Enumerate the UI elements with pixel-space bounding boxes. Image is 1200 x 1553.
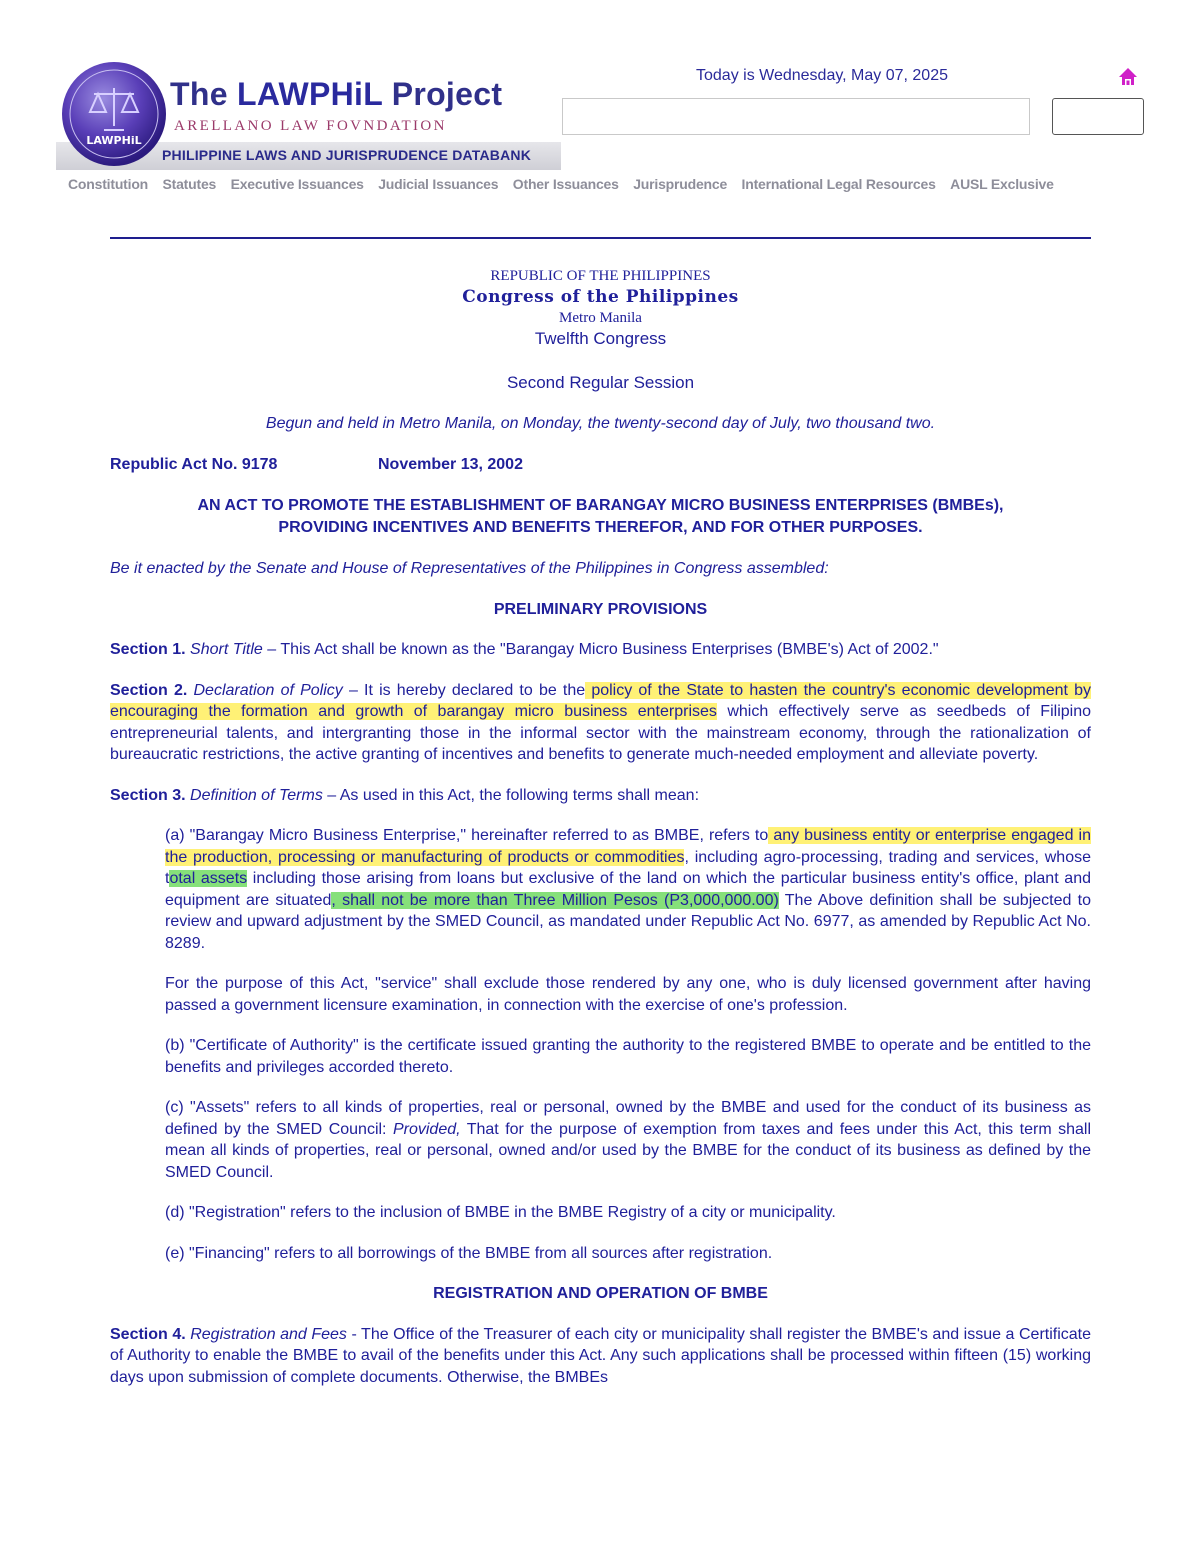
heading-registration-operation: REGISTRATION AND OPERATION OF BMBE bbox=[433, 1285, 768, 1302]
act-number: Republic Act No. 9178 bbox=[110, 455, 278, 473]
nav-jurisprudence[interactable]: Jurisprudence bbox=[633, 176, 728, 192]
act-title-line: AN ACT TO PROMOTE THE ESTABLISHMENT OF BARANGAY MICRO BUSINESS ENTERPRISES (BMBEs), bbox=[197, 497, 1004, 514]
section-text: – As used in this Act, the following terms shall mean: bbox=[322, 786, 700, 804]
enacting-clause: Be it enacted by the Senate and House of Representatives of the Philippines in Congress assembled: bbox=[110, 560, 829, 577]
logo-subtitle: ARELLANO LAW FOVNDATION bbox=[174, 118, 447, 134]
section-title: Declaration of Policy bbox=[193, 681, 343, 699]
definition-a bbox=[165, 825, 1091, 954]
section-text: - The Office of the Treasurer of each city or municipality shall register the BMBE's and issue a Certificate of Authority to enable the BMBE to avail of the benefits under this Act. Any such applications shall be processed within fifteen (15) working days upon submission of complete documents. Otherwise, the BMBEs bbox=[110, 1325, 1092, 1386]
congress-heading: Congress of the Philippines bbox=[462, 287, 739, 307]
lawphil-seal-icon bbox=[60, 60, 168, 168]
section-4 bbox=[110, 1324, 1091, 1389]
header-divider bbox=[110, 237, 1091, 239]
section-text: – This Act shall be known as the "Barangay Micro Business Enterprises (BMBE's) Act of 2002." bbox=[262, 641, 939, 658]
main-nav bbox=[68, 176, 1064, 194]
metro-manila-heading: Metro Manila bbox=[559, 310, 642, 326]
highlight-yellow: policy of the State to hasten the country's economic development by encouraging the formation and growth of barangay micro business enterprises bbox=[110, 681, 1092, 720]
nav-constitution[interactable]: Constitution bbox=[68, 176, 149, 192]
search-input[interactable] bbox=[562, 98, 1030, 135]
session-line: Second Regular Session bbox=[506, 372, 695, 392]
section-1 bbox=[110, 639, 1091, 661]
section-label: Section 1. bbox=[110, 641, 186, 658]
nav-judicial-issuances[interactable]: Judicial Issuances bbox=[378, 176, 499, 192]
definition-c bbox=[165, 1097, 1091, 1183]
begun-line: Begun and held in Metro Manila, on Monday, the twenty-second day of July, two thousand two. bbox=[265, 415, 936, 432]
svg-text:LAWPHiL: LAWPHiL bbox=[86, 134, 142, 147]
definition-text: (c) "Assets" refers to all kinds of properties, real or personal, owned by the BMBE and used for the conduct of its business as defined by the SMED Council: bbox=[165, 1099, 1091, 1138]
nav-other-issuances[interactable]: Other Issuances bbox=[512, 176, 619, 192]
section-text: – It is hereby declared to be the bbox=[342, 681, 586, 699]
heading-preliminary-provisions: PRELIMINARY PROVISIONS bbox=[493, 600, 708, 618]
definition-d: (d) "Registration" refers to the inclusion of BMBE in the BMBE Registry of a city or municipality. bbox=[165, 1204, 836, 1221]
definition-text: (a) "Barangay Micro Business Enterprise," hereinafter referred to as BMBE, refers to bbox=[165, 827, 769, 844]
site-header bbox=[0, 0, 1200, 200]
definitions-list bbox=[165, 825, 1091, 1264]
nav-international-legal-resources[interactable]: International Legal Resources bbox=[741, 176, 936, 192]
act-header bbox=[110, 454, 1091, 476]
logo-tagline: PHILIPPINE LAWS AND JURISPRUDENCE DATABANK bbox=[162, 147, 532, 163]
definition-text: The Above definition shall be subjected to review and upward adjustment by the SMED Council, as mandated under Republic Act No. 6977, as amended by Republic Act No. 8289. bbox=[165, 891, 1091, 952]
nav-executive-issuances[interactable]: Executive Issuances bbox=[230, 176, 364, 192]
law-document bbox=[110, 260, 1091, 1388]
nav-statutes[interactable]: Statutes bbox=[162, 176, 217, 192]
definition-e: (e) "Financing" refers to all borrowings of the BMBE from all sources after registration. bbox=[165, 1244, 773, 1262]
home-icon[interactable] bbox=[1117, 66, 1139, 88]
lawphil-logo[interactable] bbox=[56, 58, 561, 170]
highlight-green: otal assets bbox=[169, 870, 248, 887]
section-title: Definition of Terms bbox=[190, 786, 323, 804]
section-label: Section 4. bbox=[110, 1325, 186, 1343]
republic-heading: REPUBLIC OF THE PHILIPPINES bbox=[490, 268, 711, 284]
section-3 bbox=[110, 785, 1091, 807]
section-title: Registration and Fees bbox=[190, 1325, 347, 1343]
act-title bbox=[110, 495, 1091, 538]
highlight-yellow: any business entity or enterprise engaged in the production, processing or manufacturing of products or commodities bbox=[165, 827, 1091, 866]
nav-ausl-exclusive[interactable]: AUSL Exclusive bbox=[950, 176, 1054, 192]
definition-text: , including agro-processing, trading and services, whose t bbox=[165, 848, 1092, 887]
definition-service: For the purpose of this Act, "service" shall exclude those rendered by any one, who is duly licensed government after having passed a government licensure examination, in connection with the exercise of one's profession. bbox=[165, 975, 1091, 1014]
definition-b: (b) "Certificate of Authority" is the certificate issued granting the authority to the registered BMBE to operate and be entitled to the benefits and privileges accorded thereto. bbox=[165, 1037, 1091, 1076]
section-label: Section 2. bbox=[110, 681, 188, 699]
provided-term: Provided, bbox=[392, 1120, 461, 1138]
congress-number: Twelfth Congress bbox=[534, 329, 667, 348]
section-text: which effectively serve as seedbeds of Filipino entrepreneurial talents, and intergranting those in the informal sector with the mainstream economy, through the rationalization of bureaucratic restrictions, the active granting of incentives and benefits to generate much-needed employment and alleviate poverty. bbox=[110, 703, 1091, 763]
logo-title: The LAWPHiL Project bbox=[170, 76, 503, 112]
current-date: Today is Wednesday, May 07, 2025 bbox=[696, 67, 948, 84]
highlight-green: , shall not be more than Three Million Pesos (P3,000,000.00) bbox=[331, 891, 779, 909]
search-button[interactable] bbox=[1052, 98, 1144, 135]
definition-text: including those arising from loans but exclusive of the land on which the particular business entity's office, plant and equipment are situated bbox=[165, 870, 1091, 909]
section-title: Short Title bbox=[190, 641, 263, 658]
section-label: Section 3. bbox=[110, 786, 186, 804]
definition-text: That for the purpose of exemption from taxes and fees under this Act, this term shall mean all kinds of properties, real or personal, owned and/or used by the BMBE for the conduct of its business as defined by the SMED Council. bbox=[165, 1120, 1092, 1181]
act-title-line: PROVIDING INCENTIVES AND BENEFITS THEREFOR, AND FOR OTHER PURPOSES. bbox=[278, 518, 923, 536]
section-2 bbox=[110, 680, 1091, 766]
act-date: November 13, 2002 bbox=[378, 455, 523, 473]
